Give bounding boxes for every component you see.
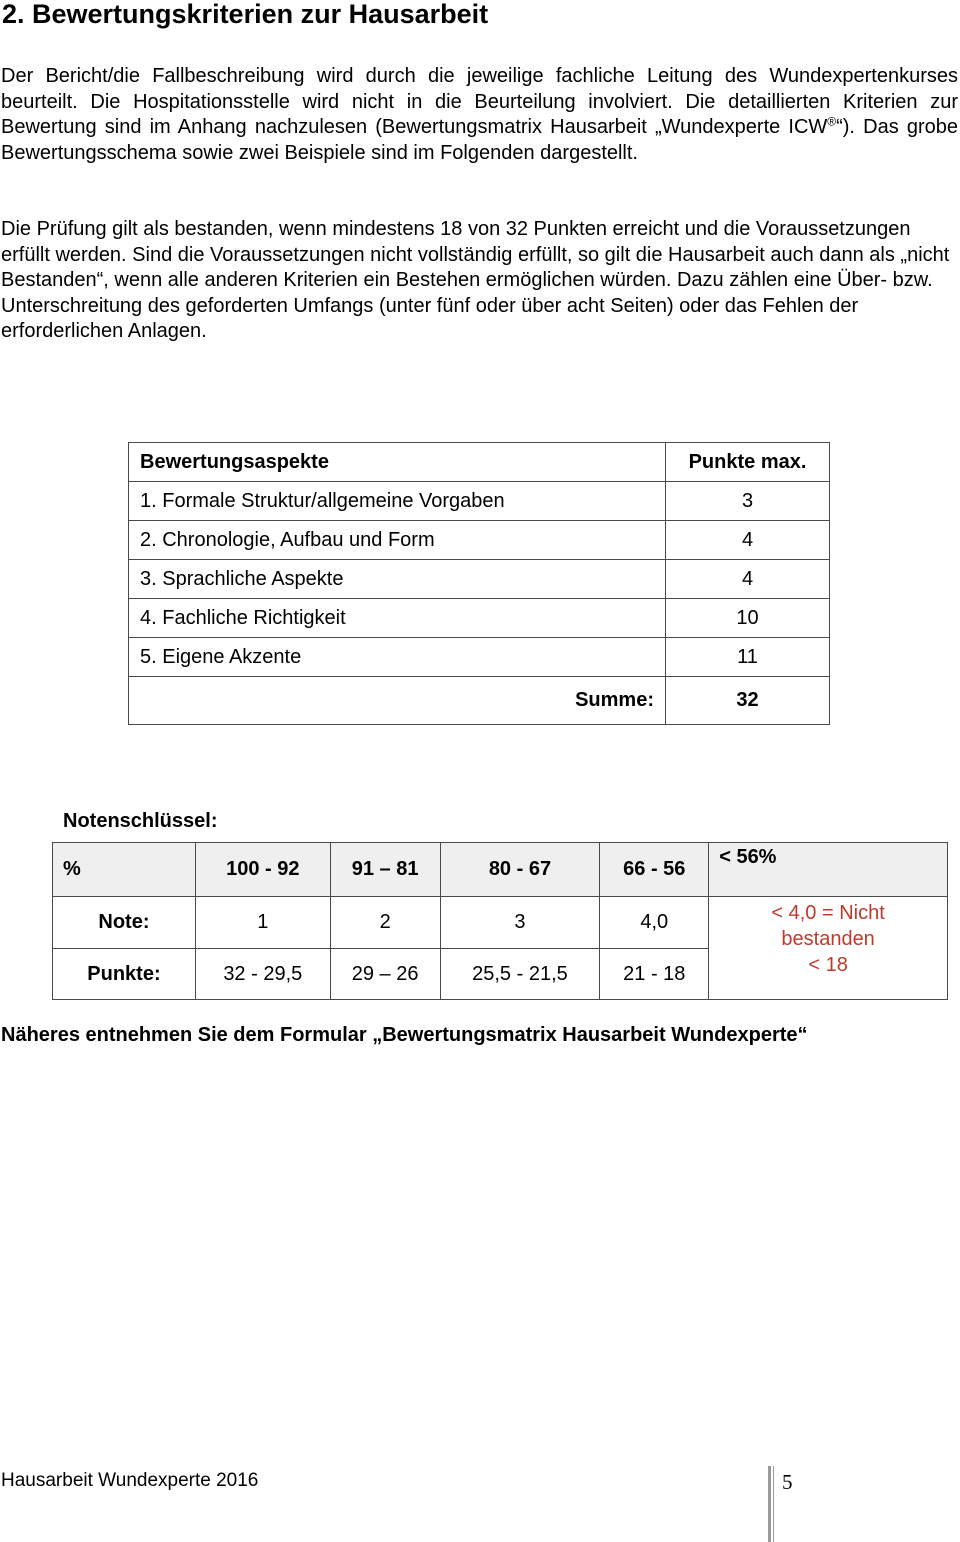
table-row [129, 638, 830, 677]
percent-range: 100 - 92 [195, 843, 330, 897]
points-range: 21 - 18 [600, 949, 709, 1000]
intro-paragraph [1, 64, 958, 166]
grade-row [53, 897, 948, 949]
table-row [129, 599, 830, 638]
criterion-points: 11 [666, 638, 830, 677]
percent-range: 91 – 81 [330, 843, 440, 897]
footer-divider [768, 1466, 771, 1542]
footer-divider-thin [773, 1466, 774, 1542]
criteria-table [128, 442, 830, 725]
exam-rules-paragraph: Die Prüfung gilt als bestanden, wenn mindestens 18 von 32 Punkten erreicht und die Voraussetzungen erfüllt werden. Sind die Voraussetzungen nicht vollständig erfüllt, so gilt die Hausarbeit auch dann als „nicht Bestanden“, wenn alle anderen Kriterien ein Bestehen ermöglichen würden. Dazu zählen eine Über- bzw. Unterschreitung des geforderten Umfangs (unter fünf oder über acht Seiten) oder das Fehlen der erforderlichen Anlagen. [1, 218, 950, 342]
grade-value: 3 [440, 897, 600, 949]
percent-row [53, 843, 948, 897]
criterion-points: 4 [666, 521, 830, 560]
fail-note [709, 897, 948, 1000]
criterion-aspect: 4. Fachliche Richtigkeit [129, 599, 666, 638]
page-number: 5 [782, 1470, 793, 1494]
footer-title: Hausarbeit Wundexperte 2016 [1, 1470, 259, 1491]
sum-row [129, 677, 830, 725]
grade-value: 1 [195, 897, 330, 949]
grading-key-table [52, 842, 948, 1000]
table-row [129, 482, 830, 521]
table-row [129, 560, 830, 599]
sum-label: Summe: [129, 677, 666, 725]
criterion-points: 10 [666, 599, 830, 638]
fail-note-line: < 18 [808, 954, 848, 976]
grading-key-title: Notenschlüssel: [63, 810, 218, 832]
fail-note-line: bestanden [781, 928, 875, 950]
criterion-points: 3 [666, 482, 830, 521]
points-label: Punkte: [53, 949, 196, 1000]
grade-value: 4,0 [600, 897, 709, 949]
header-aspect: Bewertungsaspekte [129, 443, 666, 482]
criteria-table-header [129, 443, 830, 482]
points-range: 25,5 - 21,5 [440, 949, 600, 1000]
registered-mark: ® [827, 114, 837, 129]
criterion-aspect: 3. Sprachliche Aspekte [129, 560, 666, 599]
grade-label: Note: [53, 897, 196, 949]
points-range: 29 – 26 [330, 949, 440, 1000]
criterion-aspect: 2. Chronologie, Aufbau und Form [129, 521, 666, 560]
table-row [129, 521, 830, 560]
intro-text-part2: “). Das grobe Bewertungsschema sowie zwei Beispiele sind im Folgenden dargestellt. [1, 116, 958, 164]
criterion-points: 4 [666, 560, 830, 599]
criterion-aspect: 5. Eigene Akzente [129, 638, 666, 677]
header-points: Punkte max. [666, 443, 830, 482]
points-range: 32 - 29,5 [195, 949, 330, 1000]
grade-value: 2 [330, 897, 440, 949]
criterion-aspect: 1. Formale Struktur/allgemeine Vorgaben [129, 482, 666, 521]
fail-note-line: < 4,0 = Nicht [771, 902, 885, 924]
percent-range: 80 - 67 [440, 843, 600, 897]
percent-label: % [53, 843, 196, 897]
percent-range: 66 - 56 [600, 843, 709, 897]
section-title: 2. Bewertungskriterien zur Hausarbeit [2, 0, 489, 29]
closing-note: Näheres entnehmen Sie dem Formular „Bewertungsmatrix Hausarbeit Wundexperte“ [1, 1024, 808, 1046]
intro-text-part1: Der Bericht/die Fallbeschreibung wird durch die jeweilige fachliche Leitung des Wundexpertenkurses beurteilt. Die Hospitationsstelle wird nicht in die Beurteilung involviert. Die detaillierten Kriterien zur Bewertung sind im Anhang nachzulesen (Bewertungsmatrix Hausarbeit „Wundexperte ICW [1, 65, 958, 138]
sum-value: 32 [666, 677, 830, 725]
below-threshold: < 56% [709, 843, 948, 897]
